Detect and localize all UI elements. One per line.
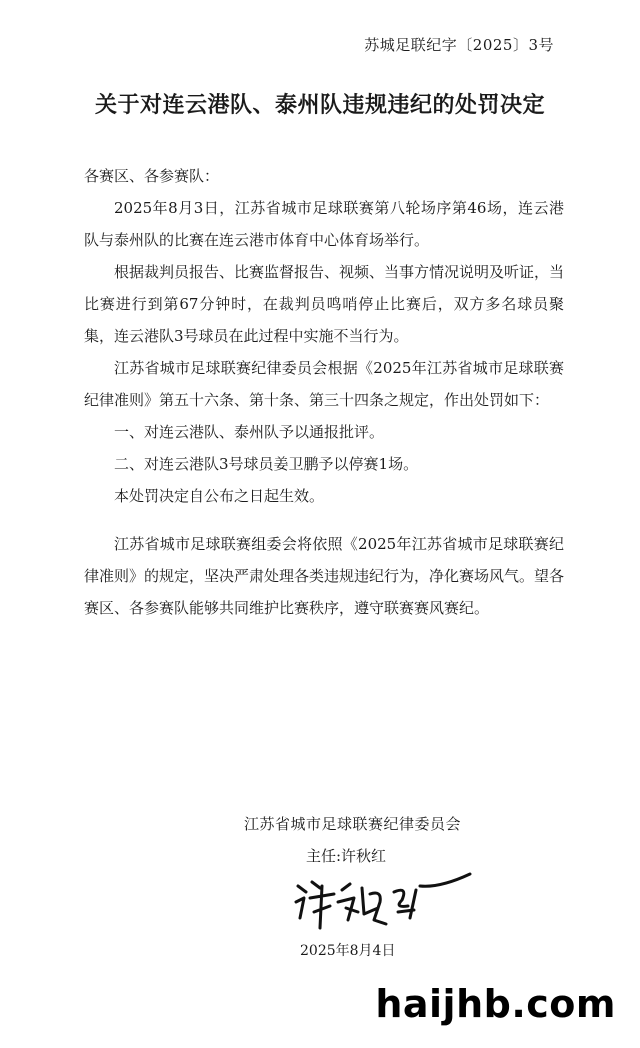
penalty-item-2: 二、对连云港队3号球员姜卫鹏予以停赛1场。 [114,455,419,473]
paragraph-effective: 本处罚决定自公布之日起生效。 [114,487,325,505]
issuing-organization: 江苏省城市足球联赛纪律委员会 [244,815,462,833]
document-number: 苏城足联纪字〔2025〕3号 [364,36,554,54]
issue-date: 2025年8月4日 [300,943,396,959]
document-body [84,160,564,624]
paragraph-match-info: 2025年8月3日，江苏省城市足球联赛第八轮场序第46场，连云港队与泰州队的比赛在连云港市体育中心体育场举行。 [84,199,564,249]
watermark: haijhb.com [375,982,616,1026]
paragraph-basis: 江苏省城市足球联赛纪律委员会根据《2025年江苏省城市足球联赛纪律准则》第五十六条、第十条、第三十四条之规定，作出处罚如下： [84,359,564,409]
handwritten-signature [290,868,480,938]
document-title: 关于对连云港队、泰州队违规违纪的处罚决定 [94,92,545,118]
penalty-item-1: 一、对连云港队、泰州队予以通报批评。 [114,423,385,441]
salutation: 各赛区、各参赛队： [84,167,220,185]
paragraph-closing: 江苏省城市足球联赛组委会将依照《2025年江苏省城市足球联赛纪律准则》的规定，坚决严肃处理各类违规违纪行为，净化赛场风气。望各赛区、各参赛队能够共同维护比赛秩序，遵守联赛赛风赛纪。 [84,535,565,617]
director-name: 主任:许秋红 [306,847,387,865]
paragraph-incident: 根据裁判员报告、比赛监督报告、视频、当事方情况说明及听证，当比赛进行到第67分钟时，在裁判员鸣哨停止比赛后，双方多名球员聚集，连云港队3号球员在此过程中实施不当行为。 [84,263,565,345]
